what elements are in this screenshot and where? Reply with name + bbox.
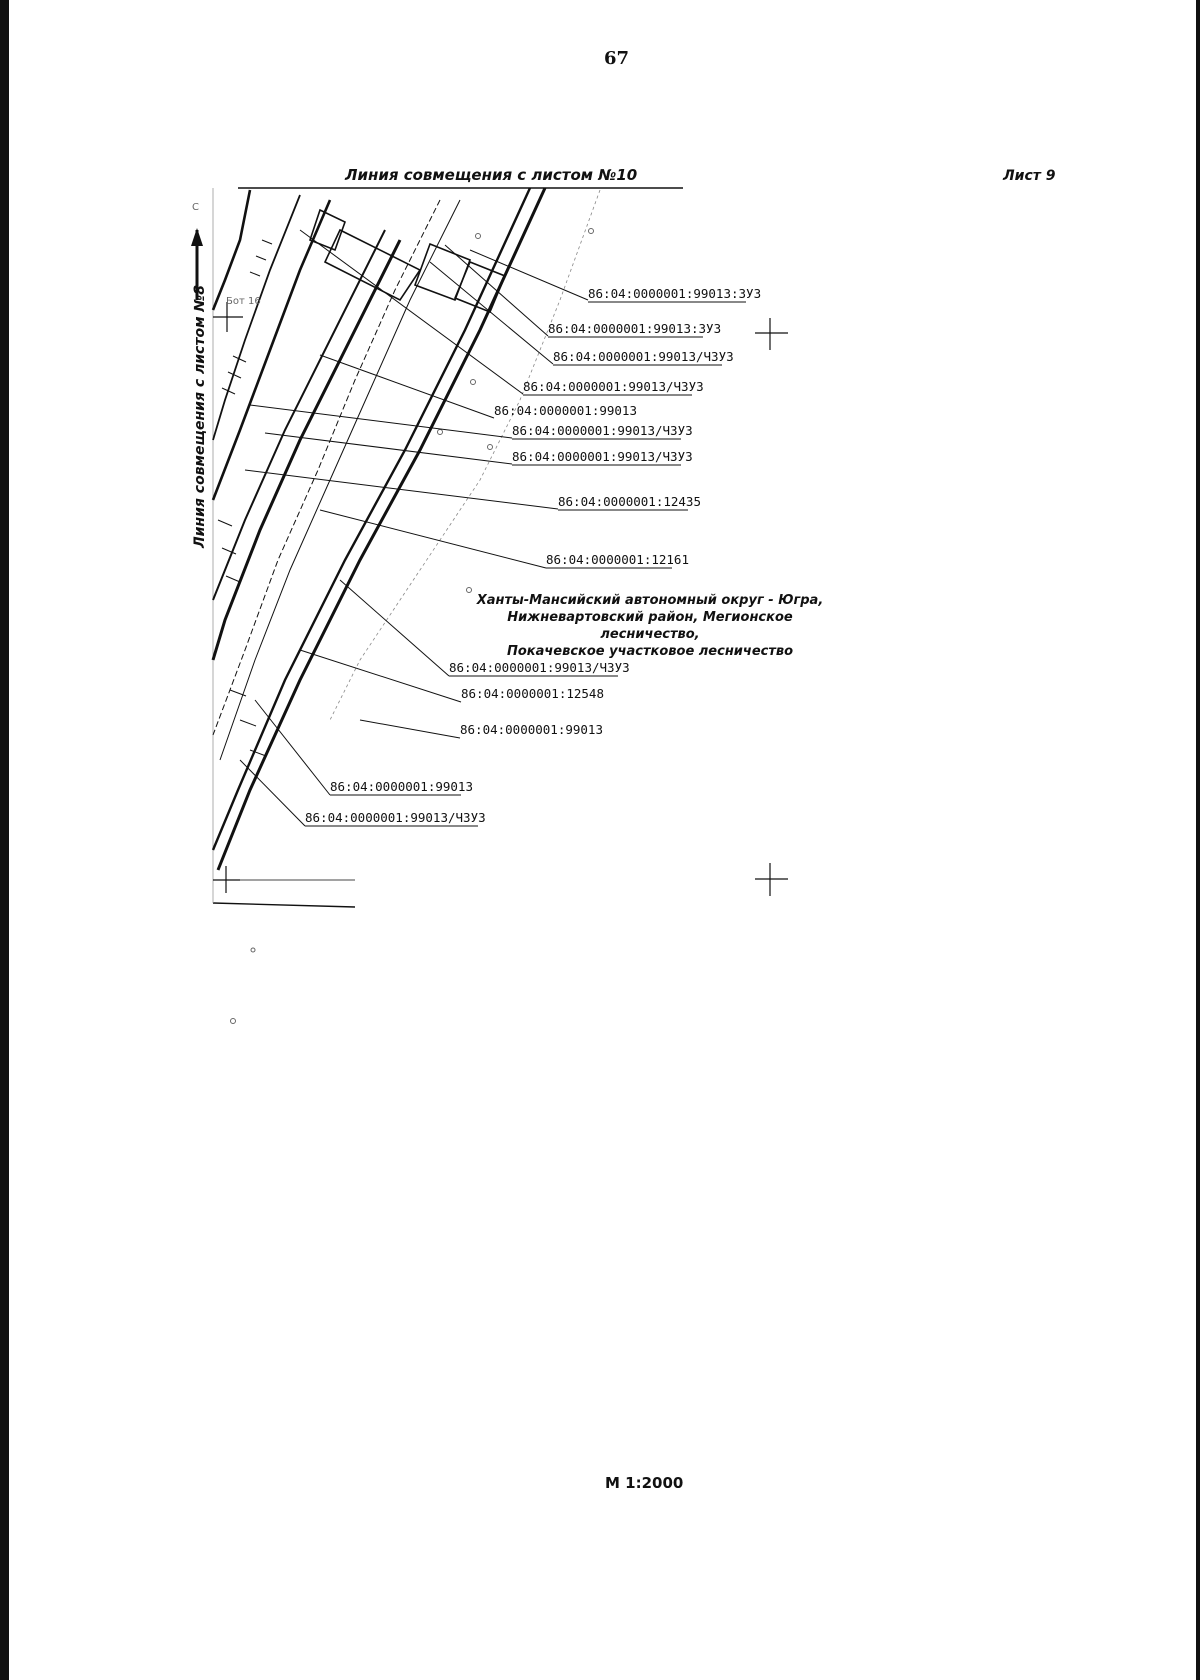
parcel-label-text: 86:04:0000001:99013/ЧЗУ3 bbox=[512, 423, 693, 438]
parcel-label-text: 86:04:0000001:99013:3У3 bbox=[548, 321, 722, 336]
parcel-label-text: 86:04:0000001:99013/ЧЗУ3 bbox=[449, 660, 630, 675]
parcel-label bbox=[523, 379, 704, 395]
parcel-label-text: 86:04:0000001:99013/ЧЗУ3 bbox=[512, 449, 693, 464]
scale-label: М 1:2000 bbox=[605, 1474, 684, 1492]
parcel-label bbox=[330, 779, 473, 795]
boundary-line bbox=[213, 903, 355, 907]
parcel-label bbox=[449, 660, 630, 676]
parcel-label bbox=[305, 810, 486, 826]
parcel-label bbox=[558, 494, 701, 510]
crosshair-icon bbox=[755, 318, 788, 350]
parcel-label-text: 86:04:0000001:99013 bbox=[330, 779, 473, 794]
parcel-label bbox=[512, 449, 693, 465]
region-note-line: Ханты-Мансийский автономный округ - Югра, bbox=[476, 593, 824, 608]
parcel-label bbox=[460, 722, 603, 737]
parcel-label bbox=[461, 686, 604, 701]
parcel-label bbox=[494, 403, 637, 418]
parcel-label-text: 86:04:0000001:99013/ЧЗУ3 bbox=[553, 349, 734, 364]
building-outlines bbox=[310, 210, 505, 312]
parcel-label-text: 86:04:0000001:12548 bbox=[461, 686, 604, 701]
page-number: 67 bbox=[604, 48, 630, 69]
parcel-label bbox=[548, 321, 721, 337]
region-note-line: Нижневартовский район, Мегионское лесничество, bbox=[507, 610, 793, 642]
parcel-label bbox=[546, 552, 689, 568]
north-arrow-icon bbox=[191, 202, 203, 300]
parcel-label-text: 86:04:0000001:99013 bbox=[460, 722, 603, 737]
match-line-left-label: Линия совмещения с листом №8 bbox=[192, 285, 208, 548]
parcel-label-text: 86:04:0000001:12161 bbox=[546, 552, 689, 567]
parcel-label-text: 86:04:0000001:99013/ЧЗУ3 bbox=[523, 379, 704, 394]
survey-points bbox=[231, 229, 594, 1024]
parcel-label-text: 86:04:0000001:12435 bbox=[558, 494, 701, 509]
parcel-label-text: 86:04:0000001:99013 bbox=[494, 403, 637, 418]
parcel-label bbox=[588, 286, 761, 302]
parcel-label bbox=[553, 349, 734, 365]
sheet-label: Лист 9 bbox=[1003, 168, 1056, 184]
north-arrow-label: C bbox=[192, 202, 199, 213]
match-line-top-label: Линия совмещения с листом №10 bbox=[345, 166, 638, 184]
crosshair-icon bbox=[213, 866, 240, 893]
crosshair-icon bbox=[755, 863, 788, 896]
region-note-line: Покачевское участковое лесничество bbox=[506, 644, 794, 659]
parcel-label-text: 86:04:0000001:99013:3У3 bbox=[588, 286, 762, 301]
map-annotation: Бот 16 bbox=[226, 296, 261, 307]
parcel-label-text: 86:04:0000001:99013/ЧЗУ3 bbox=[305, 810, 486, 825]
parcel-label bbox=[512, 423, 693, 439]
